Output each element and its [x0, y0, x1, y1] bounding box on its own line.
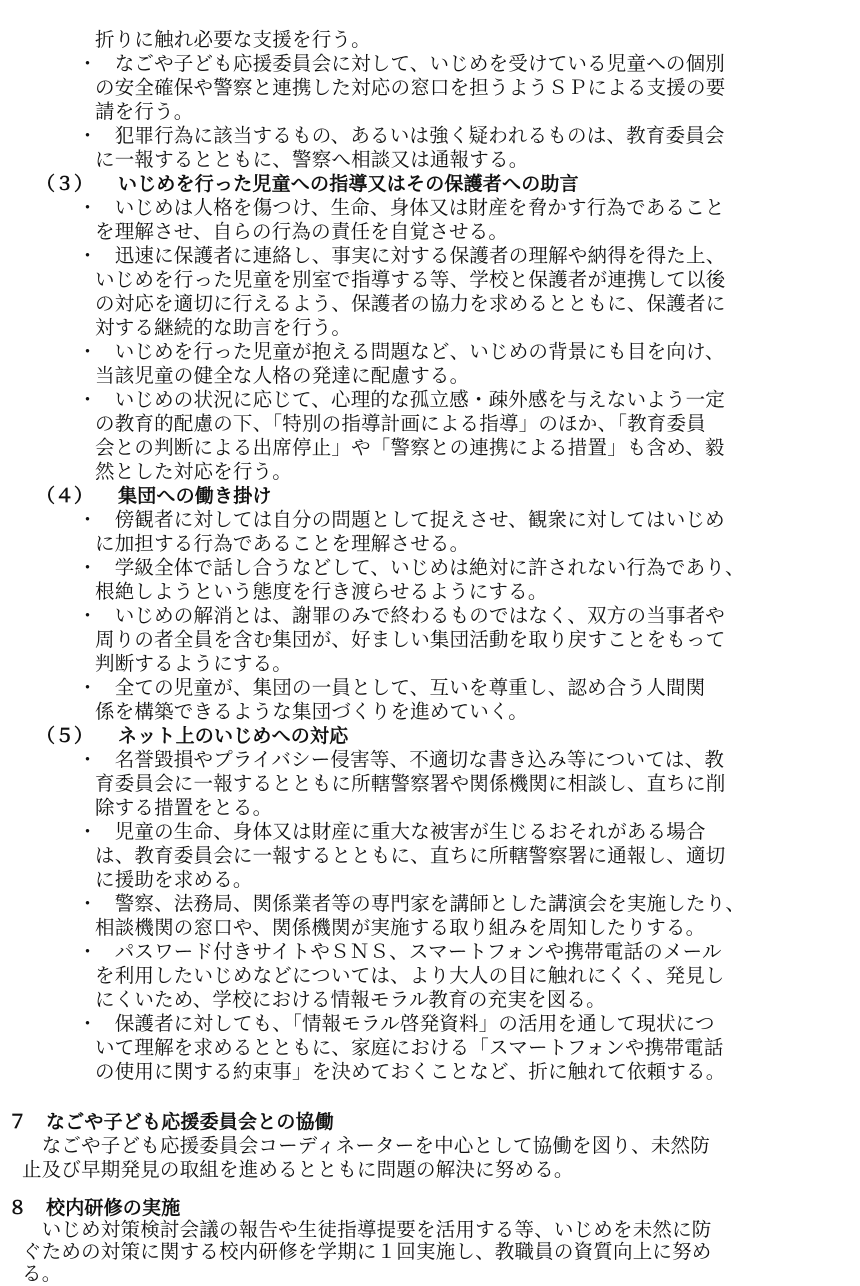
- text-line: 保護者に対しても、「情報モラル啓発資料」の活用を通して現状につ: [95, 1012, 715, 1035]
- section-heading: なごや子ども応援委員会との協働: [46, 1111, 335, 1133]
- text-line: の安全確保や警察と連携した対応の窓口を担うようＳＰによる支援の要: [95, 76, 726, 99]
- text-line: 根絶しようという態度を行き渡らせるようにする。: [95, 580, 548, 603]
- text-line: に加担する行為であることを理解させる。: [95, 532, 470, 555]
- text-line: いじめの状況に応じて、心理的な孤立感・疎外感を与えないよう一定: [95, 388, 726, 411]
- text-line: 名誉毀損やプライバシー侵害等、不適切な書き込み等については、教: [95, 748, 725, 771]
- text-line: 警察、法務局、関係業者等の専門家を講師とした講演会を実施したり、: [95, 892, 746, 915]
- section-heading: ネット上のいじめへの対応: [118, 725, 349, 747]
- text-line: 育委員会に一報するとともに所轄警察署や関係機関に相談し、直ちに削: [95, 772, 726, 795]
- text-line: 係を構築できるような集団づくりを進めていく。: [95, 700, 529, 723]
- bullet-marker: ・: [78, 1013, 98, 1035]
- bullet-marker: ・: [78, 557, 98, 579]
- text-line: いじめは人格を傷つけ、生命、身体又は財産を脅かす行為であること: [95, 196, 725, 219]
- section-number: ８: [8, 1197, 28, 1219]
- text-line: 当該児童の健全な人格の発達に配慮する。: [95, 364, 470, 387]
- text-line: は、教育委員会に一報するとともに、直ちに所轄警察署に通報し、適切: [95, 844, 726, 867]
- bullet-marker: ・: [78, 389, 98, 411]
- text-line: の教育的配慮の下、「特別の指導計画による指導」のほか、「教育委員: [95, 412, 706, 435]
- bullet-marker: ・: [78, 245, 98, 267]
- text-line: 止及び早期発見の取組を進めるとともに問題の解決に努める。: [22, 1158, 574, 1181]
- section-number: （５）: [36, 725, 94, 747]
- text-line: 全ての児童が、集団の一員として、互いを尊重し、認め合う人間関: [95, 676, 706, 699]
- text-line: 周りの者全員を含む集団が、好ましい集団活動を取り戻すことをもって: [95, 628, 726, 651]
- bullet-marker: ・: [78, 749, 98, 771]
- text-line: に援助を求める。: [95, 868, 253, 891]
- text-line: ぐための対策に関する校内研修を学期に１回実施し、教職員の資質向上に努め: [22, 1240, 712, 1263]
- text-line: いじめ対策検討会議の報告や生徒指導提要を活用する等、いじめを未然に防: [22, 1218, 712, 1241]
- text-line: パスワード付きサイトやＳＮＳ、スマートフォンや携帯電話のメール: [95, 940, 722, 963]
- section-heading: 校内研修の実施: [46, 1197, 181, 1219]
- text-line: 判断するようにする。: [95, 652, 293, 675]
- text-line: を理解させ、自らの行為の責任を自覚させる。: [95, 220, 509, 243]
- bullet-marker: ・: [78, 821, 98, 843]
- section-heading: 集団への働き掛け: [118, 485, 272, 507]
- text-line: 除する措置をとる。: [95, 796, 273, 819]
- bullet-marker: ・: [78, 509, 98, 531]
- text-line: いじめを行った児童が抱える問題など、いじめの背景にも目を向け、: [95, 340, 725, 363]
- text-line: 対する継続的な助言を行う。: [95, 316, 352, 339]
- text-line: の使用に関する約束事」を決めておくことなど、折に触れて依頼する。: [95, 1060, 726, 1083]
- text-line: 犯罪行為に該当するもの、あるいは強く疑われるものは、教育委員会: [95, 124, 725, 147]
- text-line: いて理解を求めるとともに、家庭における「スマートフォンや携帯電話: [95, 1036, 724, 1059]
- text-line: 学級全体で話し合うなどして、いじめは絶対に許されない行為であり、: [95, 556, 745, 579]
- text-line: に一報するとともに、警察へ相談又は通報する。: [95, 148, 529, 171]
- section-number: （４）: [36, 485, 94, 507]
- text-line: 請を行う。: [95, 100, 194, 123]
- section-number: （３）: [36, 173, 94, 195]
- text-line: いじめを行った児童を別室で指導する等、学校と保護者が連携して以後: [95, 268, 726, 291]
- bullet-marker: ・: [78, 197, 98, 219]
- bullet-marker: ・: [78, 125, 98, 147]
- text-line: 会との判断による出席停止」や「警察との連携による措置」も含め、毅: [95, 436, 725, 459]
- bullet-marker: ・: [78, 677, 98, 699]
- bullet-marker: ・: [78, 53, 98, 75]
- text-line: 児童の生命、身体又は財産に重大な被害が生じるおそれがある場合: [95, 820, 706, 843]
- text-line: 相談機関の窓口や、関係機関が実施する取り組みを周知したりする。: [95, 916, 706, 939]
- bullet-marker: ・: [78, 341, 98, 363]
- text-line: なごや子ども応援委員会コーディネーターを中心として協働を図り、未然防: [22, 1134, 710, 1157]
- text-line: を利用したいじめなどについては、より大人の目に触れにくく、発見し: [95, 964, 725, 987]
- section-heading: いじめを行った児童への指導又はその保護者への助言: [118, 173, 579, 195]
- bullet-marker: ・: [78, 941, 98, 963]
- text-line: の対応を適切に行えるよう、保護者の協力を求めるとともに、保護者に: [95, 292, 726, 315]
- text-line: 然とした対応を行う。: [95, 460, 293, 483]
- section-number: ７: [8, 1111, 28, 1133]
- bullet-marker: ・: [78, 605, 98, 627]
- bullet-marker: ・: [78, 893, 98, 915]
- text-line: なごや子ども応援委員会に対して、いじめを受けている児童への個別: [95, 52, 726, 75]
- text-line: 折りに触れ必要な支援を行う。: [95, 28, 371, 51]
- text-line: 傍観者に対しては自分の問題として捉えさせ、観衆に対してはいじめ: [95, 508, 725, 531]
- text-line: いじめの解消とは、謝罪のみで終わるものではなく、双方の当事者や: [95, 604, 726, 627]
- text-line: にくいため、学校における情報モラル教育の充実を図る。: [95, 988, 606, 1011]
- text-line: 迅速に保護者に連絡し、事実に対する保護者の理解や納得を得た上、: [95, 244, 726, 267]
- text-line: る。: [22, 1262, 62, 1285]
